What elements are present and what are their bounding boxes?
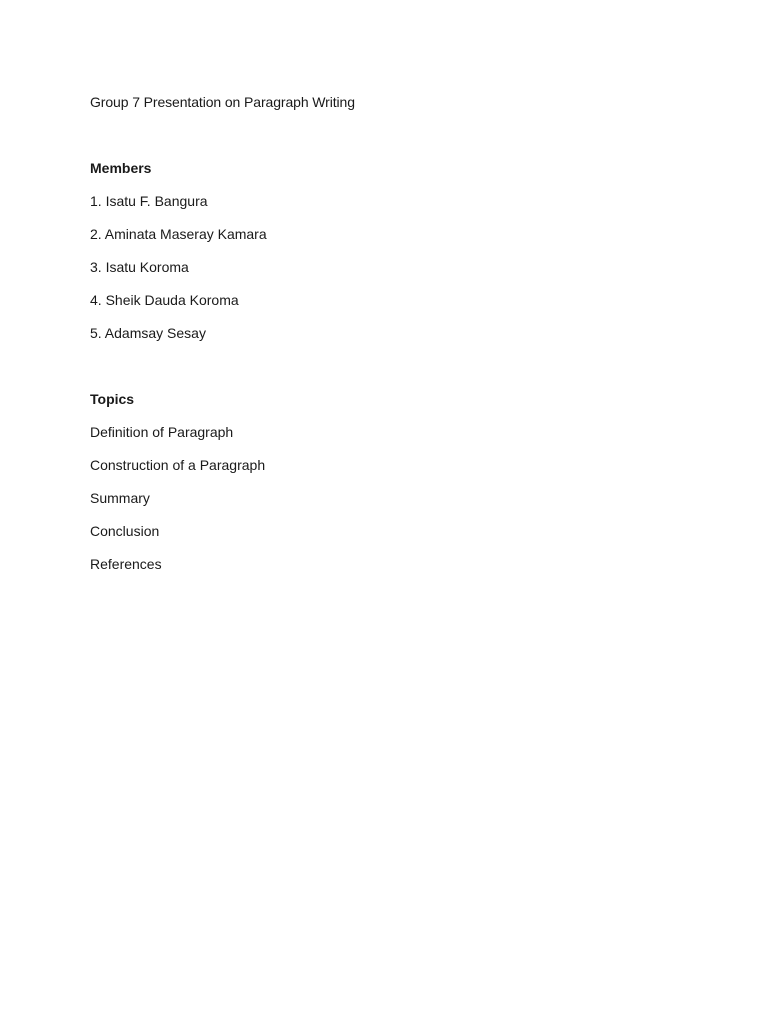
members-list bbox=[90, 191, 690, 343]
topic-item: Summary bbox=[90, 490, 150, 506]
topics-list bbox=[90, 422, 690, 574]
document-body bbox=[90, 92, 690, 574]
member-item: 3. Isatu Koroma bbox=[90, 259, 189, 275]
topic-item: References bbox=[90, 556, 162, 572]
topics-heading: Topics bbox=[90, 391, 135, 407]
topic-item: Conclusion bbox=[90, 523, 160, 539]
document-title: Group 7 Presentation on Paragraph Writing bbox=[90, 94, 355, 110]
members-heading: Members bbox=[90, 160, 152, 176]
member-item: 5. Adamsay Sesay bbox=[90, 325, 206, 341]
member-item: 4. Sheik Dauda Koroma bbox=[90, 292, 239, 308]
topic-item: Construction of a Paragraph bbox=[90, 457, 266, 473]
member-item: 2. Aminata Maseray Kamara bbox=[90, 226, 267, 242]
topic-item: Definition of Paragraph bbox=[90, 424, 234, 440]
member-item: 1. Isatu F. Bangura bbox=[90, 193, 208, 209]
